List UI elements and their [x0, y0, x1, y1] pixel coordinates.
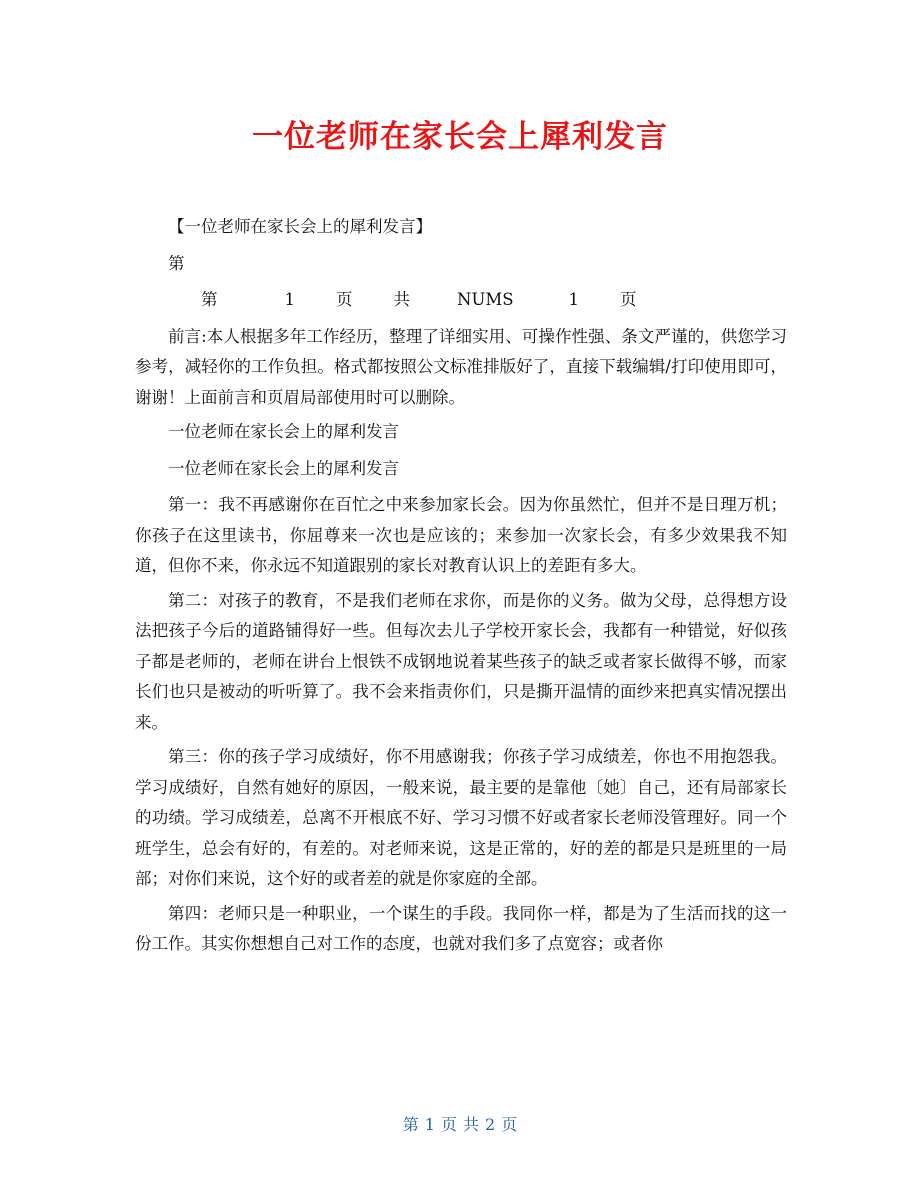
footer-ye: 页	[440, 1115, 457, 1134]
paragraph-point-3: 第三：你的孩子学习成绩好，你不用感谢我；你孩子学习成绩差，你也不用抱怨我。学习成绩好，自然有她好的原因，一般来说，最主要的是靠他〔她〕自己，还有局部家长的功绩。学习成绩差，总离不开根底不好、学习习惯不好或者家长老师没管理好。同一个班学生，总会有好的，有差的。对老师来说，这是正常的，好的差的都是只是班里的一局部；对你们来说，这个好的或者差的就是你家庭的全部。	[135, 747, 787, 888]
page-line-di: 第	[201, 290, 218, 309]
header-bracket: 【一位老师在家长会上的犀利发言】	[168, 217, 432, 236]
footer-total: 2	[485, 1115, 496, 1134]
document-body	[135, 212, 787, 964]
paragraph-point-4: 第四：老师只是一种职业，一个谋生的手段。我同你一样，都是为了生活而找的这一份工作。其实你想想自己对工作的态度，也就对我们多了点宽容；或者你	[135, 903, 787, 953]
page-line-nums: NUMS	[457, 290, 514, 309]
paragraph-subtitle-2: 一位老师在家长会上的犀利发言	[168, 458, 399, 478]
footer-ye2: 页	[501, 1115, 518, 1134]
paragraph-point-1: 第一：我不再感谢你在百忙之中来参加家长会。因为你虽然忙，但并不是日理万机；你孩子在这里读书，你屈尊来一次也是应该的；来参加一次家长会，有多少效果我不知道，但你不来，你永远不知道跟别的家长对教育认识上的差距有多大。	[135, 495, 787, 575]
page-line-num: 1	[284, 290, 295, 309]
page-line-gong: 共	[393, 290, 410, 309]
paragraph-preface: 前言:本人根据多年工作经历，整理了详细实用、可操作性强、条文严谨的，供您学习参考，减轻你的工作负担。格式都按照公文标准排版好了，直接下载编辑/打印使用即可，谢谢！上面前言和页眉局部使用时可以删除。	[135, 326, 787, 407]
page-line-total: 1	[568, 290, 580, 309]
footer-gong: 共	[463, 1115, 480, 1134]
footer-page: 1	[424, 1115, 435, 1134]
paragraph-point-2: 第二：对孩子的教育，不是我们老师在求你，而是你的义务。做为父母，总得想方设法把孩子今后的道路铺得好一些。但每次去儿子学校开家长会，我都有一种错觉，好似孩子都是老师的，老师在讲台上恨铁不成钢地说着某些孩子的缺乏或者家长做得不够，而家长们也只是被动的听听算了。我不会来指责你们，只是撕开温情的面纱来把真实情况摆出来。	[135, 590, 787, 732]
page-line-ye2: 页	[620, 290, 637, 309]
paragraph-subtitle-1: 一位老师在家长会上的犀利发言	[168, 422, 399, 441]
di-line: 第	[168, 253, 185, 273]
page-number-line	[135, 285, 787, 316]
page-footer	[0, 1113, 920, 1137]
document-title: 一位老师在家长会上犀利发言	[252, 119, 668, 155]
footer-di: 第	[402, 1115, 419, 1134]
page-line-ye: 页	[336, 290, 353, 309]
